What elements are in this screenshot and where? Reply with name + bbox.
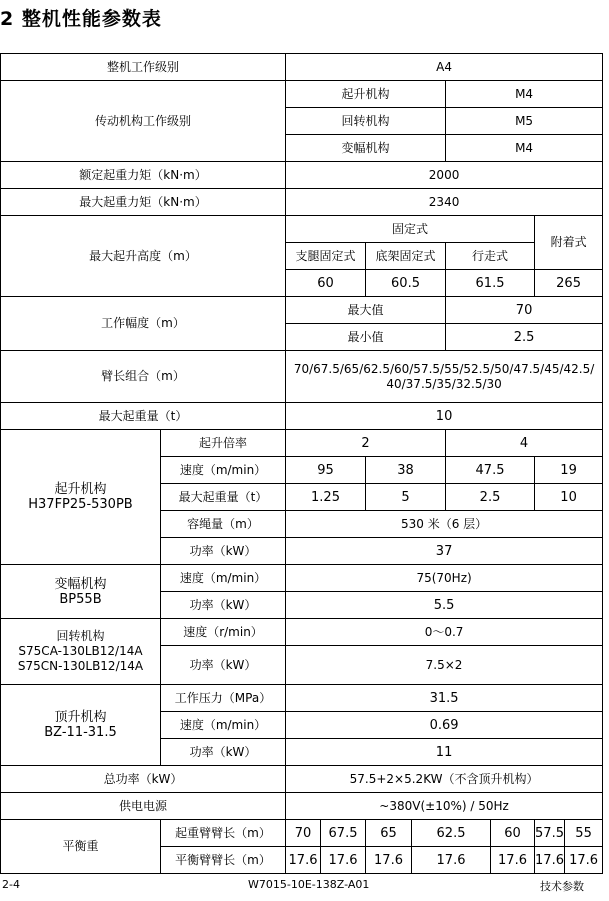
luff-mech-title: 变幅机构 <box>54 576 107 592</box>
hoist-speed-3: 47.5 <box>446 457 535 484</box>
cw-jib-length-5: 17.6 <box>491 847 535 874</box>
table-row <box>1 619 603 646</box>
table-row <box>1 430 603 457</box>
climb-mech-title: 顶升机构 <box>54 710 107 725</box>
hoist-load-3: 2.5 <box>446 484 535 511</box>
radius-max-value: 70 <box>446 297 603 324</box>
climb-mech-name <box>1 685 161 766</box>
rated-moment-value: 2000 <box>286 162 603 189</box>
attached-value: 265 <box>535 270 603 297</box>
slew-mech-title: 回转机构 <box>56 629 105 643</box>
luff-power-label: 功率（kW） <box>161 592 286 619</box>
slew-speed-value: 0～0.7 <box>286 619 603 646</box>
hoist-load-label: 最大起重量（t） <box>161 484 286 511</box>
jib-combination-label: 臂长组合（m） <box>1 351 286 403</box>
climb-power-label: 功率（kW） <box>161 739 286 766</box>
luff-mech-name <box>1 565 161 619</box>
jib-combination-line2: 40/37.5/35/32.5/30 <box>386 376 502 391</box>
jib-length-label: 起重臂臂长（m） <box>161 820 286 847</box>
slew-class-value: M5 <box>446 108 603 135</box>
radius-max-label: 最大值 <box>286 297 446 324</box>
climb-speed-label: 速度（m/min） <box>161 712 286 739</box>
table-row <box>1 766 603 793</box>
hoist-speed-label: 速度（m/min） <box>161 457 286 484</box>
performance-table <box>0 53 603 874</box>
hoist-mech-model: H37FP25-530PB <box>28 497 133 512</box>
hoist-mech-title: 起升机构 <box>54 482 107 497</box>
chassis-fixed-value: 60.5 <box>366 270 446 297</box>
max-moment-label: 最大起重力矩（kN·m） <box>1 189 286 216</box>
work-class-value: A4 <box>286 54 603 81</box>
hoist-class-value: M4 <box>446 81 603 108</box>
rope-capacity-value: 530 米（6 层） <box>286 511 603 538</box>
hoist-power-value: 37 <box>286 538 603 565</box>
jib-length-6: 57.5 <box>535 820 565 847</box>
table-row <box>1 565 603 592</box>
power-supply-value: ~380V(±10%) / 50Hz <box>286 793 603 820</box>
radius-min-label: 最小值 <box>286 324 446 351</box>
leg-fixed-label: 支腿固定式 <box>286 243 366 270</box>
max-load-label: 最大起重量（t） <box>1 403 286 430</box>
hoist-load-2: 5 <box>366 484 446 511</box>
hoist-speed-1: 95 <box>286 457 366 484</box>
counterweight-label: 平衡重 <box>1 820 161 874</box>
fixed-type-label: 固定式 <box>286 216 535 243</box>
table-row <box>1 189 603 216</box>
climb-pressure-label: 工作压力（MPa） <box>161 685 286 712</box>
luff-class-value: M4 <box>446 135 603 162</box>
table-row <box>1 54 603 81</box>
reeving-2: 2 <box>286 430 446 457</box>
max-load-value: 10 <box>286 403 603 430</box>
cw-jib-length-2: 17.6 <box>321 847 366 874</box>
hoist-class-label: 起升机构 <box>286 81 446 108</box>
hoist-speed-4: 19 <box>535 457 603 484</box>
luff-power-value: 5.5 <box>286 592 603 619</box>
luff-speed-value: 75(70Hz) <box>286 565 603 592</box>
total-power-value: 57.5+2×5.2KW（不含顶升机构） <box>286 766 603 793</box>
table-row <box>1 162 603 189</box>
reeving-label: 起升倍率 <box>161 430 286 457</box>
climb-pressure-value: 31.5 <box>286 685 603 712</box>
table-row <box>1 403 603 430</box>
slew-mech-model-2: S75CN-130LB12/14A <box>17 659 144 673</box>
leg-fixed-value: 60 <box>286 270 366 297</box>
jib-length-7: 55 <box>565 820 603 847</box>
footer-page-number: 2-4 <box>2 878 20 891</box>
hoist-mech-name <box>1 430 161 565</box>
hoist-power-label: 功率（kW） <box>161 538 286 565</box>
table-row <box>1 351 603 403</box>
max-moment-value: 2340 <box>286 189 603 216</box>
luff-class-label: 变幅机构 <box>286 135 446 162</box>
jib-length-5: 60 <box>491 820 535 847</box>
table-row <box>1 81 603 108</box>
luff-speed-label: 速度（m/min） <box>161 565 286 592</box>
chassis-fixed-label: 底架固定式 <box>366 243 446 270</box>
total-power-label: 总功率（kW） <box>1 766 286 793</box>
table-row <box>1 297 603 324</box>
cw-jib-length-4: 17.6 <box>412 847 491 874</box>
cw-jib-length-3: 17.6 <box>366 847 412 874</box>
radius-label: 工作幅度（m） <box>1 297 286 351</box>
table-row <box>1 793 603 820</box>
traveling-value: 61.5 <box>446 270 535 297</box>
mech-class-label: 传动机构工作级别 <box>1 81 286 162</box>
table-row <box>1 820 603 847</box>
climb-power-value: 11 <box>286 739 603 766</box>
jib-length-4: 62.5 <box>412 820 491 847</box>
slew-mech-model-1: S75CA-130LB12/14A <box>18 644 143 658</box>
hoist-load-1: 1.25 <box>286 484 366 511</box>
jib-length-3: 65 <box>366 820 412 847</box>
work-class-label: 整机工作级别 <box>1 54 286 81</box>
slew-speed-label: 速度（r/min） <box>161 619 286 646</box>
radius-min-value: 2.5 <box>446 324 603 351</box>
jib-combination-value <box>286 351 603 403</box>
cw-jib-length-1: 17.6 <box>286 847 321 874</box>
rated-moment-label: 额定起重力矩（kN·m） <box>1 162 286 189</box>
footer-section: 技术参数 <box>540 880 584 893</box>
slew-mech-name <box>1 619 161 685</box>
cw-jib-length-6: 17.6 <box>535 847 565 874</box>
cw-jib-length-label: 平衡臂臂长（m） <box>161 847 286 874</box>
attached-type-label: 附着式 <box>535 216 603 270</box>
footer-doc-number: W7015-10E-138Z-A01 <box>248 878 370 891</box>
reeving-4: 4 <box>446 430 603 457</box>
climb-speed-value: 0.69 <box>286 712 603 739</box>
rope-capacity-label: 容绳量（m） <box>161 511 286 538</box>
power-supply-label: 供电电源 <box>1 793 286 820</box>
hoist-speed-2: 38 <box>366 457 446 484</box>
hoist-load-4: 10 <box>535 484 603 511</box>
luff-mech-model: BP55B <box>59 591 102 607</box>
section-title: 2 整机性能参数表 <box>0 8 162 30</box>
climb-mech-model: BZ-11-31.5 <box>44 725 117 740</box>
table-row <box>1 216 603 243</box>
slew-power-label: 功率（kW） <box>161 646 286 685</box>
max-height-label: 最大起升高度（m） <box>1 216 286 297</box>
slew-class-label: 回转机构 <box>286 108 446 135</box>
table-row <box>1 685 603 712</box>
jib-combination-line1: 70/67.5/65/62.5/60/57.5/55/52.5/50/47.5/45/42.5/ <box>293 361 595 376</box>
jib-length-2: 67.5 <box>321 820 366 847</box>
slew-power-value: 7.5×2 <box>286 646 603 685</box>
cw-jib-length-7: 17.6 <box>565 847 603 874</box>
traveling-label: 行走式 <box>446 243 535 270</box>
jib-length-1: 70 <box>286 820 321 847</box>
